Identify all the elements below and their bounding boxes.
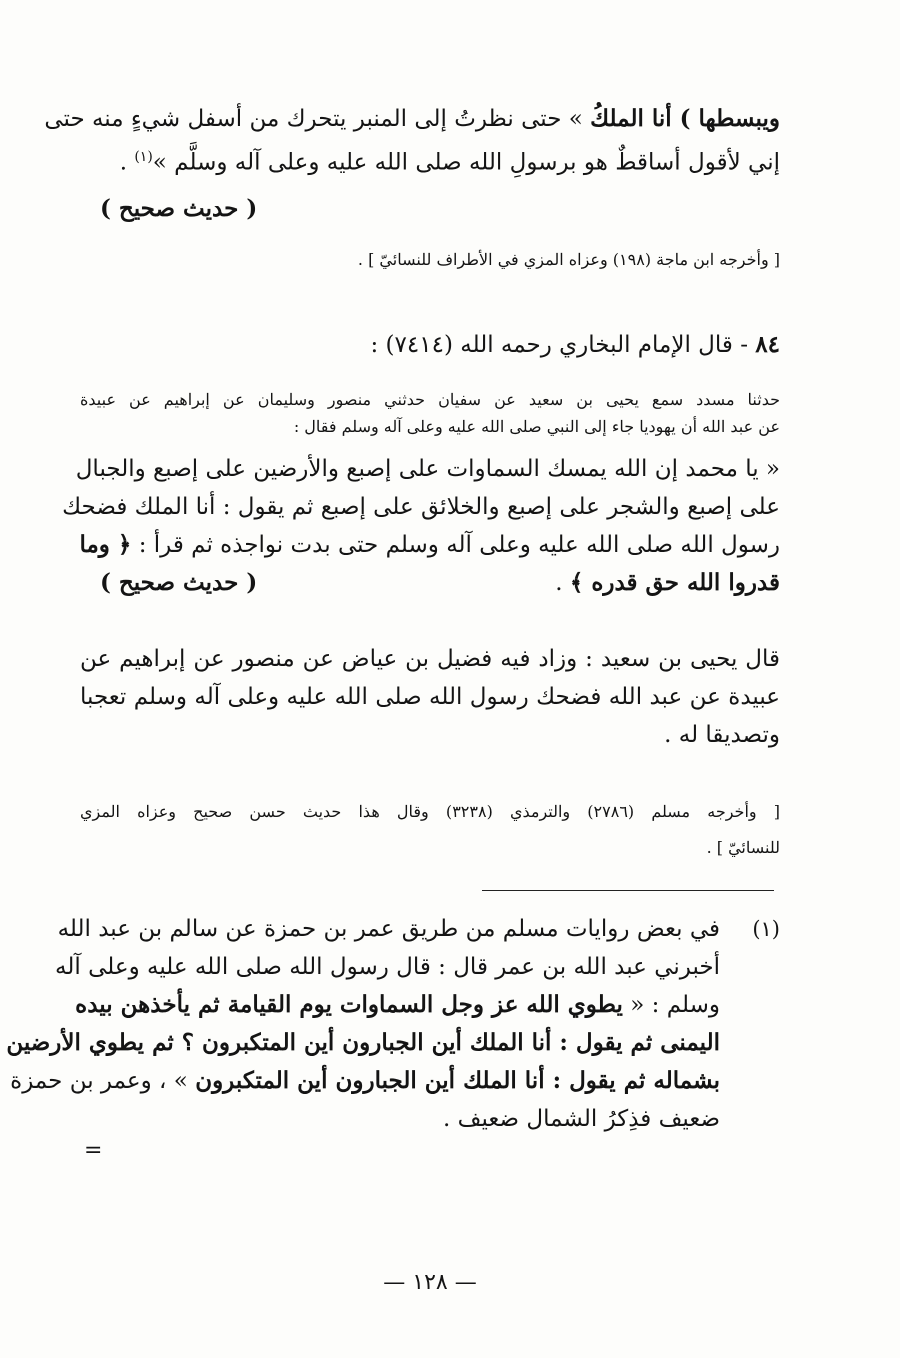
text-line bbox=[44, 100, 780, 138]
text-line: أخبرني عبد الله بن عمر قال : قال رسول الله صلى الله عليه وعلى آله bbox=[55, 954, 720, 980]
bold-phrase: ويبسطها ) أنا الملكُ bbox=[590, 105, 780, 132]
matn bbox=[62, 450, 780, 602]
footnote-ref[interactable]: (١) bbox=[134, 149, 153, 165]
text-line: ضعيف فذِكرُ الشمال ضعيف . bbox=[443, 1106, 720, 1132]
text-line: قال يحيى بن سعيد : وزاد فيه فضيل بن عياض عن منصور عن إبراهيم عن bbox=[80, 646, 780, 672]
heading-text: - قال الإمام البخاري رحمه الله (٧٤١٤) : bbox=[370, 332, 756, 358]
footnote-divider bbox=[482, 890, 774, 891]
footnote-body bbox=[6, 910, 720, 1138]
book-page bbox=[6, 92, 781, 1322]
text-line: حدثنا مسدد سمع يحيى بن سعيد عن سفيان حدثني منصور وسليمان عن إبراهيم عن عبيدة bbox=[80, 390, 780, 409]
quran-phrase: ﴿ وما bbox=[79, 531, 132, 558]
quran-phrase: قدروا الله حق قدره ﴾ bbox=[569, 569, 780, 596]
text-line: في بعض روايات مسلم من طريق عمر بن حمزة عن سالم بن عبد الله bbox=[57, 916, 720, 942]
text-line: عن عبد الله أن يهوديا جاء إلى النبي صلى الله عليه وعلى آله وسلم فقال : bbox=[293, 417, 780, 436]
text-line: للنسائيّ ] . bbox=[706, 838, 780, 857]
continuation-mark: = bbox=[84, 1138, 103, 1163]
text-span: إني لأقول أساقطٌ هو برسولِ الله صلى الله عليه وعلى آله وسلَّم » bbox=[152, 149, 780, 176]
bold-phrase: بشماله ثم يقول : أنا الملك أين الجبارون أين المتكبرون bbox=[195, 1067, 720, 1094]
text-line bbox=[10, 1062, 720, 1100]
text-span: » ، وعمر بن حمزة bbox=[10, 1068, 196, 1094]
text-span: . bbox=[555, 570, 570, 596]
hadith-heading bbox=[80, 326, 780, 364]
takhrij-note bbox=[80, 794, 780, 866]
text-span: . bbox=[119, 149, 135, 176]
footnote-marker: (١) bbox=[752, 917, 780, 941]
text-line bbox=[80, 526, 780, 564]
text-span: » حتى نظرتُ إلى المنبر يتحرك من أسفل شيءٍ منه حتى bbox=[44, 106, 591, 132]
text-span: وسلم : « bbox=[622, 992, 720, 1018]
text-line: وتصديقا له . bbox=[664, 722, 780, 748]
text-line: « يا محمد إن الله يمسك السماوات على إصبع والأرضين على إصبع والجبال bbox=[75, 456, 780, 482]
isnad bbox=[80, 386, 780, 440]
text-line bbox=[80, 564, 780, 602]
footnote bbox=[6, 910, 780, 1163]
top-paragraph bbox=[44, 100, 780, 182]
takhrij-note: [ وأخرجه ابن ماجة (١٩٨) وعزاه المزي في الأطراف للنسائيّ ] . bbox=[357, 250, 780, 269]
quran-end bbox=[555, 564, 780, 602]
bold-phrase: يطوي الله عز وجل السماوات يوم القيامة ثم يأخذهن بيده bbox=[75, 991, 623, 1018]
text-line: [ وأخرجه مسلم (٢٧٨٦) والترمذي (٣٢٣٨) وقال هذا حديث حسن صحيح وعزاه المزي bbox=[80, 802, 781, 821]
text-line: اليمنى ثم يقول : أنا الملك أين الجبارون أين المتكبرون ؟ ثم يطوي الأرضين bbox=[6, 1029, 720, 1056]
text-line: عبيدة عن عبد الله فضحك رسول الله صلى الله عليه وعلى آله وسلم تعجبا bbox=[80, 684, 780, 710]
hadith-number: ٨٤ bbox=[755, 331, 780, 358]
text-line bbox=[80, 138, 780, 182]
grading-label: ( حديث صحيح ) bbox=[100, 569, 258, 596]
text-span: رسول الله صلى الله عليه وعلى آله وسلم حتى بدت نواجذه ثم قرأ : bbox=[131, 532, 780, 558]
text-line bbox=[75, 986, 720, 1024]
page-number: — ١٢٨ — bbox=[383, 1270, 477, 1295]
addition-paragraph bbox=[80, 640, 780, 754]
text-line: على إصبع والشجر على إصبع والخلائق على إصبع ثم يقول : أنا الملك فضحك bbox=[62, 494, 780, 520]
grading-label: ( حديث صحيح ) bbox=[100, 195, 258, 222]
